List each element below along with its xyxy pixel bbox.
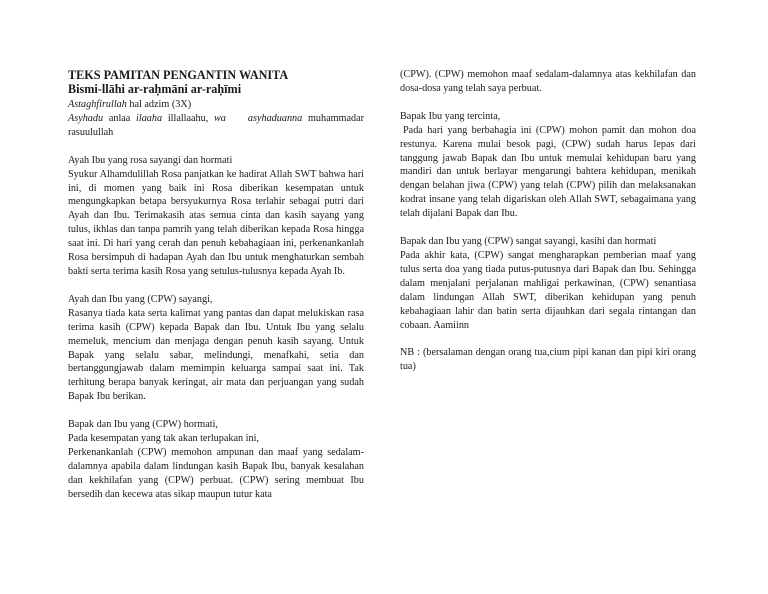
paragraph-2 bbox=[68, 293, 364, 404]
paragraph-2-greeting: Ayah dan Ibu yang (CPW) sayangi, bbox=[68, 293, 213, 305]
shahada-text-2: illallaahu, bbox=[162, 112, 215, 124]
paragraph-1 bbox=[68, 154, 364, 279]
shahada-italic-2: ilaaha bbox=[136, 112, 163, 124]
istighfar-rest: hal adzim (3X) bbox=[126, 99, 192, 110]
paragraph-1-body: Syukur Alhamdulillah Rosa panjatkan ke hadirat Allah SWT bahwa hari ini, di momen yang baik ini Rosa diberikan kesempatan untuk mengungkapkan betapa bersyukurnya Rosa terlahir sebagai putri dari Ayah dan Ibu. Terimakasih atas semua cinta dan kasih sayang yang tulus, ikhlas dan tanpa pamrih yang telah diberikan kepada Rosa hingga saat ini. Di hari yang cerah dan penuh kebahagiaan ini, perkenankanlah Rosa bersimpuh di hadapan Ayah dan Ibu untuk menghaturkan sembah bakti serta terima kasih Rosa yang setulus-tulusnya kepada Ayah Ib. bbox=[68, 168, 364, 277]
bismillah-line: Bismi-llāhi ar-raḥmāni ar-raḥīmi bbox=[68, 82, 242, 96]
paragraph-5-body: Pada akhir kata, (CPW) sangat mengharapkan pemberian maaf yang tulus serta doa yang tiada putus-putusnya dari Bapak dan Ibu. Sehingga dalam menjalani perjalanan mahligai perkawinan, (CPW) senantiasa dalam lindungan Allah SWT, diberikan kehidupan yang penuh kebahagiaan lahir dan batin serta dijauhkan dari segala rintangan dan cobaan. Aamiinn bbox=[400, 249, 696, 331]
paragraph-3 bbox=[68, 418, 364, 501]
shahada-text-3: muhammadar rasuulullah bbox=[68, 112, 364, 138]
paragraph-4 bbox=[400, 110, 696, 221]
istighfar-line bbox=[68, 98, 364, 112]
shahada-italic-4: asyhaduanna bbox=[247, 112, 303, 124]
left-column bbox=[68, 68, 364, 516]
paragraph-4-greeting: Bapak Ibu yang tercinta, bbox=[400, 110, 501, 122]
right-column bbox=[400, 68, 696, 388]
paragraph-5-greeting: Bapak dan Ibu yang (CPW) sangat sayangi, kasihi dan hormati bbox=[400, 236, 657, 248]
paragraph-3-greeting: Bapak dan Ibu yang (CPW) hormati, bbox=[68, 419, 218, 431]
paragraph-5 bbox=[400, 235, 696, 332]
document-title: TEKS PAMITAN PENGANTIN WANITA bbox=[68, 68, 289, 82]
shahada-italic-3: wa bbox=[214, 112, 226, 124]
shahada-line bbox=[68, 112, 364, 140]
istighfar-italic: Astaghfirullah bbox=[68, 99, 127, 110]
shahada-italic-1: Asyhadu bbox=[68, 112, 104, 124]
paragraph-continued: (CPW). (CPW) memohon maaf sedalam-dalamnya atas kekhilafan dan dosa-dosa yang telah saya perbuat. bbox=[400, 69, 696, 94]
paragraph-3-line2: Pada kesempatan yang tak akan terlupakan ini, bbox=[68, 433, 259, 445]
paragraph-2-body: Rasanya tiada kata serta kalimat yang pantas dan dapat melukiskan rasa terima kasih (CPW) kepada Bapak dan Ibu. Untuk Ibu yang selalu memeluk, mencium dan menjaga dengan penuh kasih sayang. Untuk Bapak yang selalu sabar, melindungi, menafkahi, setia dan bertanggungjawab dalam memimpin keluarga sampai saat ini. Tak terhitung berapa banyak keringat, air mata dan perjuangan yang sudah Bapak Ibu berikan. bbox=[68, 307, 364, 403]
note-paragraph: NB : (bersalaman dengan orang tua,cium pipi kanan dan pipi kiri orang tua) bbox=[400, 347, 696, 373]
paragraph-3-body: Perkenankanlah (CPW) memohon ampunan dan maaf yang sedalam-dalamnya apabila dalam lindungan kasih Bapak Ibu, banyak kesalahan dan kekhilafan yang (CPW) perbuat. (CPW) sering membuat Ibu bersedih dan kecewa atas sikap maupun tutur kata bbox=[68, 446, 364, 500]
paragraph-4-body: Pada hari yang berbahagia ini (CPW) mohon pamit dan mohon doa restunya. Karena mulai besok pagi, (CPW) sudah harus lepas dari tanggung jawab Bapak dan Ibu untuk memulai kehidupan baru yang mandiri dan untuk berlayar mengarungi bahtera kehidupan, menikah dengan belahan jiwa (CPW) yang telah (CPW) pilih dan melaksanakan kodrat insane yang telah digariskan oleh Allah SWT, sebagaimana yang telah dijalani Bapak dan Ibu. bbox=[400, 124, 696, 220]
shahada-text-1: anlaa bbox=[103, 112, 137, 124]
paragraph-1-greeting: Ayah Ibu yang rosa sayangi dan hormati bbox=[68, 154, 233, 166]
